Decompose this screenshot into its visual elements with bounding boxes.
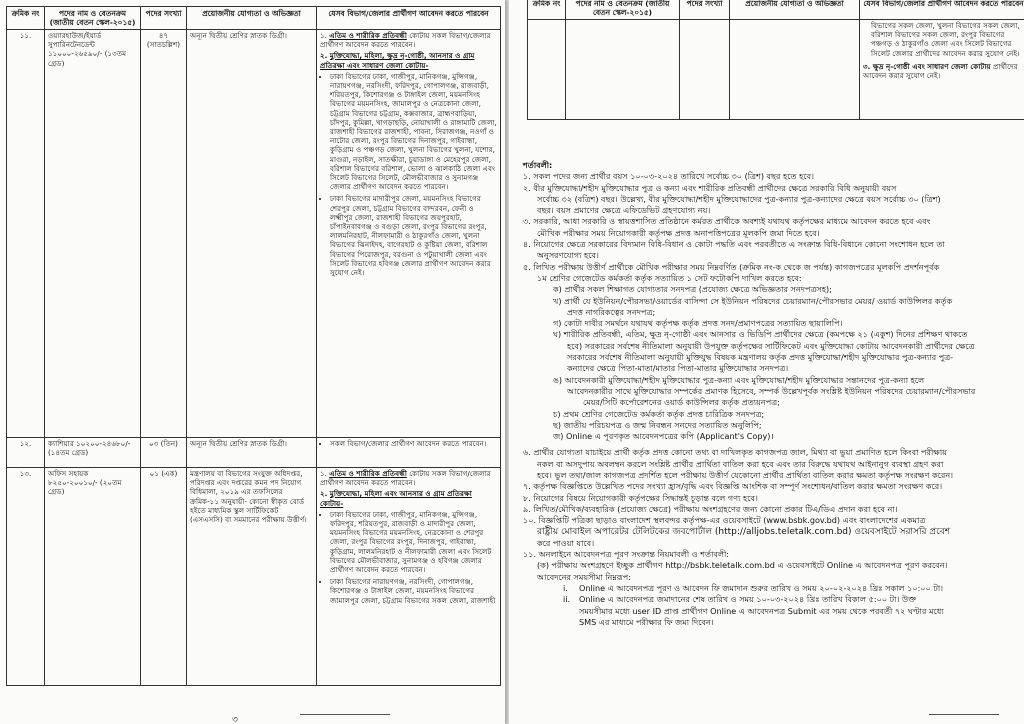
- quota-section-2: ২. মুক্তিযোদ্ধা, মহিলা, ক্ষুদ্র নৃ-গোষ্ঠী, আনসার ও গ্রাম প্রতিরক্ষা এবং সাধারণ জেলা কোটায়-: [320, 51, 475, 70]
- condition-9: ৯. লিখিত/মৌখিক/ব্যবহারিক (প্রযোজ্য ক্ষেত্রে) পরীক্ষায় অংশগ্রহণের জন্য কোনো প্রকার টিএ/ডিএ প্রদান করা হবে না।: [523, 503, 898, 514]
- quota-section-3: ৩. ক্ষুদ্র নৃ-গোষ্ঠী এবং সাধারণ জেলা কোটায় প্রার্থীদের আবেদন করার সুযোগ নেই।: [863, 61, 1018, 81]
- quota-section-1: ১. এতিম ও শারীরিক প্রতিবন্ধী কোটায় সকল বিভাগ/জেলার প্রার্থীগণ আবেদন করতে পারবেন।: [320, 469, 491, 488]
- col-header-districts: যেসব বিভাগ/জেলার প্রার্থীগণ আবেদন করতে পারবেন: [860, 0, 1024, 20]
- col-header-count: পদের সংখ্যা: [680, 0, 730, 20]
- row-serial: ১২.: [7, 438, 45, 468]
- row-serial: ১১.: [7, 30, 45, 438]
- vacancy-table-continued: [527, 0, 1024, 120]
- condition-6: ৬. প্রার্থীর যোগ্যতা যাচাইয়ে প্রার্থী কর্তৃক প্রদত্ত কোনো তথ্য বা দাখিলকৃত কাগজপত্র জাল, মিথ্যা বা ভুয়া প্রমাণিত হলে কিংবা পরীক্ষায়: [523, 447, 947, 458]
- row-post: অফিস সহায়ক ৮২৫০-২০০১০/- (২০তম গ্রেড): [45, 468, 141, 686]
- row-serial: ১৩.: [7, 468, 45, 686]
- document-item: ঘ) শারীরিক প্রতিবন্ধী, এতিম, ক্ষুদ্র নৃ-গোষ্ঠী এবং আনসার ও ভিডিপি প্রার্থীদের ক্ষেত্রে (কমপক্ষে ২১ (একুশ) দিনের প্রশিক্ষণ থাকতে: [553, 329, 968, 340]
- col-header-qualification: প্রয়োজনীয় যোগ্যতা ও অভিজ্ঞতা: [730, 0, 860, 20]
- col-header-qualification: প্রয়োজনীয় যোগ্যতা ও অভিজ্ঞতা: [187, 7, 317, 30]
- condition-7: ৭. কর্তৃপক্ষ বিজ্ঞপ্তিতে উল্লেখিত পদের সংখ্যা হ্রাস/বৃদ্ধি এবং বিজ্ঞপ্তি আংশিক বা সম্পূর্ণ সংশোধন/বাতিল করার ক্ষমতা সংরক্ষণ করে।: [523, 481, 943, 492]
- quota-text: কোটায় সকল বিভাগ/জেলার প্রার্থীগণ আবেদন করতে পারবেন।: [320, 31, 491, 50]
- signature-mark: [929, 714, 999, 715]
- document-item: জ) Online এ পূরণকৃত আবেদনপত্রের কপি (Applicant's Copy)।: [553, 431, 774, 442]
- quota-heading: মুক্তিযোদ্ধা, মহিলা, ক্ষুদ্র নৃ-গোষ্ঠী, আনসার ও গ্রাম প্রতিরক্ষা এবং সাধারণ জেলা কোটায়-: [320, 51, 475, 70]
- signature-mark: [300, 714, 390, 715]
- quota-heading: মুক্তিযোদ্ধা, মহিলা এবং আনসার ও গ্রাম প্রতিরক্ষা কোটায়-: [320, 489, 472, 508]
- quota-section-2: ২. মুক্তিযোদ্ধা, মহিলা এবং আনসার ও গ্রাম প্রতিরক্ষা কোটায়-: [320, 489, 472, 508]
- document-item: গ) কোটা দাবীর সমর্থনে যথাযথ কর্তৃপক্ষ কর্তৃক প্রদত্ত সনদ/প্রমাণপত্রের সত্যায়িত ছায়ালিপি।: [553, 318, 843, 329]
- col-header-serial: ক্রমিক নং: [528, 0, 566, 20]
- row-post: ওয়্যারহাউজ/ইয়ার্ড সুপারিনটেনডেন্ট ১১০০০-২৬৫৯০/- (১৩তম গ্রেড): [45, 30, 141, 438]
- conditions-section: শর্তাবলী: ১. সকল পদের জন্য প্রার্থীর বয়স ১০-০৩-২০২৪ তারিখে সর্বোচ্চ ৩০ (ত্রিশ) বছর হতে হবে। ২. বীর মুক্তিযোদ্ধা/শহীদ মুক্তিযোদ্ধার পুত্র ও কন্যা এবং শারীরিক প্রতিবন্ধী প্রার্থীদের ক্ষেত্রে সরকারি বিধি অনুযায়ী বয়স সর্বোচ্চ ৩২ (বত্রিশ) বছর। উল্লেখ্য, বীর মুক্তিযোদ্ধা/শহীদ মুক্তিযোদ্ধাদের পুত্র-কন্যার পুত্র-কন্যাদের ক্ষেত্রে বয়স সর্বোচ্চ ৩০ (ত্রিশ) বছর। বয়স প্রমাণের ক্ষেত্রে এফিডেভিট গ্রহণযোগ্য নয়। ৩. সরকারি, আধা সরকারি ও স্বায়ত্তশাসিত প্রতিষ্ঠানে কর্মরত প্রার্থীকে অবশ্যই যথাযথ কর্তৃপক্ষের মাধ্যমে আবেদন করতে হবে এবং মৌখিক পরীক্ষার সময় নিয়োগকারী কর্তৃপক্ষ প্রদত্ত অনাপত্তিপত্রের মূলকপি জমা দিতে হবে। ৪. নিয়োগের ক্ষেত্রে সরকারের বিদ্যমান বিধি-বিধান ও কোটা পদ্ধতি এবং পরবর্তীতে এ সংক্রান্ত বিধি-বিধানে কোনো সংশোধন হলে তা অনুসরণযোগ্য হবে। ৫. লিখিত পরীক্ষায় উত্তীর্ণ প্রার্থীকে মৌখিক পরীক্ষার সময় নিম্নবর্ণিত (ক্রমিক নং-ক থেকে জ পর্যন্ত) কাগজপত্রের মূলকপি প্রদর্শনপূর্বক ১ম শ্রেণির গেজেটেড কর্মকর্তা কর্তৃক সত্যায়িত ১ সেট ফটোকপি দাখিল করতে হবে: ক) প্রার্থীর সকল শিক্ষাগত যোগ্যতার সনদপত্র (প্রযোজ্য ক্ষেত্রে অভিজ্ঞতার সনদপত্রসহ); খ) প্রার্থী যে ইউনিয়ন/পৌরসভা/ওয়ার্ডের বাসিন্দা সে ইউনিয়ন পরিষদের চেয়ারম্যান/পৌরসভার মেয়র/ ওয়ার্ড কাউন্সিলর কর্তৃক প্রদত্ত নাগরিকত্বের সনদপত্র; গ) কোটা দাবীর সমর্থনে যথাযথ কর্তৃপক্ষ কর্তৃক প্রদত্ত সনদ/প্রমাণপত্রের সত্যায়িত ছায়ালিপি। ঘ) শারীরিক প্রতিবন্ধী, এতিম, ক্ষুদ্র নৃ-গোষ্ঠী এবং আনসার ও ভিডিপি প্রার্থীদের ক্ষেত্রে (কমপক্ষে ২১ (একুশ) দিনের প্রশিক্ষণ থাকতে হবে) সরকারের সর্বশেষ নীতিমালা অনুযায়ী উপযুক্ত কর্তৃপক্ষের সার্টিফিকেট এবং মুক্তিযোদ্ধা কোটায় আবেদনকারী প্রার্থীদের ক্ষেত্রে সরকারের সর্বশেষ নীতিমালা অনুযায়ী মুক্তিযুদ্ধ বিষয়ক মন্ত্রণালয় কর্তৃক প্রদত্ত মুক্তিযোদ্ধা/শহীদ মুক্তিযোদ্ধার পুত্র-কন্যার পুত্র- কন্যাদের ক্ষেত্রে পিতা-মাতা/মাতার পিতা-মাতার মুক্তিযোদ্ধার সনদপত্র। ঙ) আবেদনকারী মুক্তিযোদ্ধা/শহীদ মুক্তিযোদ্ধার পুত্র-কন্যা এবং মুক্তিযোদ্ধা/শহীদ মুক্তিযোদ্ধার সন্তানদের পুত্র-কন্যা হলে আবেদনকারীর সাথে মুক্তিযোদ্ধার সম্পর্কের প্রমাণক হিসেবে, সম্পর্ক উল্লেখপূর্বক সংশ্লিষ্ট ইউনিয়ন পরিষদের চেয়ারম্যান/পৌরসভার মেয়র/সিটি কর্পোরেশনের ওয়ার্ড কাউন্সিলর কর্তৃক প্রত্যয়নপত্র; চ) প্রথম শ্রেণির গেজেটেড কর্মকর্তা কর্তৃক প্রদত্ত চারিত্রিক সনদপত্র; ছ) জাতীয় পরিচয়পত্র ও জন্ম নিবন্ধন সনদের সত্যায়িত অনুলিপি; জ) Online এ পূরণকৃত আবেদনপত্রের কপি (Applicant's Copy)। ৬. প্রার্থীর যোগ্যতা যাচাইয়ে প্রার্থী কর্তৃক প্রদত্ত কোনো তথ্য বা দাখিলকৃত কাগজপত্র জাল, মিথ্যা বা ভুয়া প্রমাণিত হলে কিংবা পরীক্ষায় নকল বা অসদুপায় অবলম্বন করলে সংশ্লিষ্ট প্রার্থীর প্রার্থিতা বাতিল করা হবে এবং তার বিরুদ্ধে যথাযথ আইনানুগ ব্যবস্থা গ্রহণ করা হবে। ভুল তথ্য/জাল কাগজপত্র প্রদর্শিত হলে পরীক্ষায় উত্তীর্ণ যেকোনো প্রার্থীর প্রার্থিতা বাতিল করার ক্ষমতা কর্তৃপক্ষ সংরক্ষণ করেন। ৭. কর্তৃপক্ষ বিজ্ঞপ্তিতে উল্লেখিত পদের সংখ্যা হ্রাস/বৃদ্ধি এবং বিজ্ঞপ্তি আংশিক বা সম্পূর্ণ সংশোধন/বাতিল করার ক্ষমতা সংরক্ষণ করে। ৮. নিয়োগের বিষয়ে নিয়োগকারী কর্তৃপক্ষের সিদ্ধান্তই চূড়ান্ত বলে গণ্য হবে। ৯. লিখিত/মৌখিক/ব্যবহারিক (প্রযোজ্য ক্ষেত্রে) পরীক্ষায় অংশগ্রহণের জন্য কোনো প্রকার টিএ/ডিএ প্রদান করা হবে না। ১০. বিজ্ঞপ্তিটি পত্রিকা ছাড়াও বাংলাদেশ স্থলবন্দর কর্তৃপক্ষ-এর ওয়েবসাইটে (www.bsbk.gov.bd) এবং বাংলাদেশের একমাত্র রাষ্ট্রীয় মোবাইল অপারেটর টেলিটকের জবপোর্টাল (http://alljobs.teletalk.com.bd) ওয়েবসাইটে সরাসরি প্রবেশ করে পাওয়া যাবে। ১১. অনলাইনে আবেদনপত্র পূরণ সংক্রান্ত নিয়মাবলী ও শর্তাবলী: (ক) পরীক্ষায় অংশগ্রহণে ইচ্ছুক প্রার্থীগণ http://bsbk.teletalk.com.bd এ ওয়েবসাইটে Online এ আবেদনপত্র পূরণ করবেন। আবেদনের সময়সীমা নিম্নরূপ: i. Online এ আবেদনপত্র পূরণ ও আবেদন ফি জমাদান শুরুর তারিখ ও সময় ২০-০২-২০২৪ খ্রিঃ সকাল ১০:০০ টা। ii. Online এ আবেদনপত্র জমাদানের শেষ তারিখ ও সময় ১০-০৩-২০২৪ খ্রিঃ তারিখ বিকাল ৫:০০ টা। উক্ত সময়সীমার মধ্যে user ID প্রাপ্ত প্রার্থীগণ Online এ আবেদনপত্র Submit এর সময় থেকে পরবর্তী ৭২ ঘণ্টার মধ্যে SMS এর মাধ্যমে পরীক্ষার ফি জমা দিবেন।: [523, 160, 1017, 628]
- timeline-item-ii: ii. Online এ আবেদনপত্র জমাদানের শেষ তারিখ ও সময় ১০-০৩-২০২৪ খ্রিঃ তারিখ বিকাল ৫:০০ টা। উক্ত: [563, 594, 917, 605]
- condition-11-k: (ক) পরীক্ষায় অংশগ্রহণে ইচ্ছুক প্রার্থীগণ http://bsbk.teletalk.com.bd এ ওয়েবসাইটে Online এ আবেদনপত্র পূরণ করবেন।: [537, 560, 948, 571]
- timeline-item-i: i. Online এ আবেদনপত্র পূরণ ও আবেদন ফি জমাদান শুরুর তারিখ ও সময় ২০-০২-২০২৪ খ্রিঃ সকাল ১০:০০ টা।: [563, 582, 944, 593]
- condition-5: ৫. লিখিত পরীক্ষায় উত্তীর্ণ প্রার্থীকে মৌখিক পরীক্ষার সময় নিম্নবর্ণিত (ক্রমিক নং-ক থেকে জ পর্যন্ত) কাগজপত্রের মূলকপি প্রদর্শনপূর্বক: [523, 261, 940, 272]
- row-districts: [317, 438, 501, 468]
- row-districts: [317, 468, 501, 686]
- document-item: ক) প্রার্থীর সকল শিক্ষাগত যোগ্যতার সনদপত্র (প্রযোজ্য ক্ষেত্রে অভিজ্ঞতার সনদপত্রসহ);: [553, 284, 832, 295]
- condition-8: ৮. নিয়োগের বিষয়ে নিয়োগকারী কর্তৃপক্ষের সিদ্ধান্তই চূড়ান্ত বলে গণ্য হবে।: [523, 492, 758, 503]
- document-item: খ) প্রার্থী যে ইউনিয়ন/পৌরসভা/ওয়ার্ডের বাসিন্দা সে ইউনিয়ন পরিষদের চেয়ারম্যান/পৌরসভার মেয়র/ ওয়ার্ড কাউন্সিলর কর্তৃক: [553, 295, 953, 306]
- row-qualification: অন্যূন দ্বিতীয় শ্রেণির স্নাতক ডিগ্রী।: [187, 438, 317, 468]
- row-post: ক্যাশিয়ার ১০২০০-২৪৬৮০/- (১৪তম গ্রেড): [45, 438, 141, 468]
- col-header-districts: যেসব বিভাগ/জেলার প্রার্থীগণ আবেদন করতে পারবেন: [317, 7, 501, 30]
- quota-heading: এতিম ও শারীরিক প্রতিবন্ধী: [329, 31, 407, 40]
- table-row: [7, 438, 501, 468]
- list-item: • সকল বিভাগ/জেলার প্রার্থীগণ আবেদন করতে পারবেন।: [330, 439, 497, 448]
- page-number: ৩: [232, 715, 238, 724]
- col-header-count: পদের সংখ্যা: [141, 7, 187, 30]
- condition-10: ১০. বিজ্ঞপ্তিটি পত্রিকা ছাড়াও বাংলাদেশ স্থলবন্দর কর্তৃপক্ষ-এর ওয়েবসাইটে (www.bsbk.gov.bd) এবং বাংলাদেশের একমাত্র: [523, 515, 926, 526]
- col-header-post: পদের নাম ও বেতনক্রম (জাতীয় বেতন স্কেল-২০১৫): [566, 0, 680, 20]
- district-list: [320, 72, 497, 277]
- list-item: • ঢাকা বিভাগের নারায়ণগঞ্জ, নরসিংদী, গোপালগঞ্জ, কিশোরগঞ্জ ও টাঙ্গাইল জেলা, ময়মনসিংহ বিভাগের জামালপুর জেলা, চট্টগ্রাম বিভাগের সকল জেলা, রাজশাহী: [330, 577, 497, 605]
- condition-11: ১১. অনলাইনে আবেদনপত্র পূরণ সংক্রান্ত নিয়মাবলী ও শর্তাবলী:: [523, 549, 730, 560]
- row-qualification: অন্যূন দ্বিতীয় শ্রেণির স্নাতক ডিগ্রী।: [187, 30, 317, 438]
- table-row: [7, 468, 501, 686]
- right-page: [509, 0, 1024, 724]
- list-item: • ঢাকা বিভাগের ঢাকা, গাজীপুর, মানিকগঞ্জ, মুন্সিগঞ্জ, ফরিদপুর, শরিয়তপুর, রাজবাড়ী ও মাদারীপুর জেলা, ময়মনসিংহ বিভাগের ময়মনসিংহ, নেত্রকোনা ও শেরপুর জেলা, রংপুর বিভাগের রংপুর, দিনাজপুর, গাইবান্ধা, কুড়িগ্রাম, লালমনিরহাট ও নীলফামারী জেলা এবং সিলেট বিভাগের মৌলভীবাজার, সুনামগঞ্জ ও হবিগঞ্জ জেলার প্রার্থীগণ আবেদন করতে পারবেন।: [330, 510, 497, 574]
- district-list: [320, 510, 497, 605]
- condition-4: ৪. নিয়োগের ক্ষেত্রে সরকারের বিদ্যমান বিধি-বিধান ও কোটা পদ্ধতি এবং পরবর্তীতে এ সংক্রান্ত বিধি-বিধানে কোনো সংশোধন হলে তা: [523, 239, 945, 250]
- condition-3: ৩. সরকারি, আধা সরকারি ও স্বায়ত্তশাসিত প্রতিষ্ঠানে কর্মরত প্রার্থীকে অবশ্যই যথাযথ কর্তৃপক্ষের মাধ্যমে আবেদন করতে হবে এবং: [523, 216, 931, 227]
- table-row: [7, 30, 501, 438]
- table-header-row: [528, 0, 1024, 20]
- document-item: ছ) জাতীয় পরিচয়পত্র ও জন্ম নিবন্ধন সনদের সত্যায়িত অনুলিপি;: [553, 419, 762, 430]
- condition-1: ১. সকল পদের জন্য প্রার্থীর বয়স ১০-০৩-২০২৪ তারিখে সর্বোচ্চ ৩০ (ত্রিশ) বছর হতে হবে।: [523, 171, 815, 182]
- row-count: ০১ (এক): [141, 468, 187, 686]
- col-header-post: পদের নাম ও বেতনক্রম (জাতীয় বেতন স্কেল-২০১৫): [45, 7, 141, 30]
- row-qualification: মন্ত্রণালয় বা বিভাগের সংযুক্ত অধিদপ্তর, পরিদপ্তর এবং দপ্তরের কমন পদ নিয়োগ বিধিমালা, ২০১৯ এর তফসিলের ক্রমিক-১১ অনুযায়ী- কোনো স্বীকৃত বোর্ড হইতে মাধ্যমিক স্কুল সার্টিফিকেট (এসএসসি) বা সমমানের পরীক্ষায় উত্তীর্ণ।: [187, 468, 317, 686]
- left-page: [0, 0, 505, 724]
- list-item: • ঢাকা বিভাগের ঢাকা, গাজীপুর, মানিকগঞ্জ, মুন্সিগঞ্জ, নারায়ণগঞ্জ, নরসিংদী, ফরিদপুর, গোপালগঞ্জ, রাজবাড়ী, শরিয়তপুর, কিশোরগঞ্জ ও টাঙ্গাইল জেলা, ময়মনসিংহ বিভাগের ময়মনসিংহ, জামালপুর ও নেত্রকোনা জেলা, চট্টগ্রাম বিভাগের চট্টগ্রাম, কক্সবাজার, ব্রাহ্মণবাড়িয়া, চাঁদপুর, কুমিল্লা, খাগড়াছড়ি, নোয়াখালী ও রাঙ্গামাটি জেলা, রাজশাহী বিভাগের রাজশাহী, পাবনা, সিরাজগঞ্জ, নওগাঁ ও নাটোর জেলা, রংপুর বিভাগের দিনাজপুর, গাইবান্ধা, কুড়িগ্রাম ও পঞ্চগড় জেলা, খুলনা বিভাগের খুলনা, যশোর, মাগুরা, নড়াইল, সাতক্ষীরা, চুয়াডাঙ্গা ও মেহেরপুর জেলা, বরিশাল বিভাগের বরিশাল, ভোলা ও ঝালকাঠি জেলা এবং সিলেট বিভাগের সিলেট, মৌলভীবাজার ও সুনামগঞ্জ জেলার প্রার্থীগণ আবেদন করতে পারবেন।: [330, 72, 497, 192]
- quota-heading: এতিম ও শারীরিক প্রতিবন্ধী: [329, 469, 407, 478]
- row-count: ০৩ (তিন): [141, 438, 187, 468]
- row-districts: [317, 30, 501, 438]
- conditions-title: শর্তাবলী:: [523, 160, 553, 170]
- document-item: ঙ) আবেদনকারী মুক্তিযোদ্ধা/শহীদ মুক্তিযোদ্ধার পুত্র-কন্যা এবং মুক্তিযোদ্ধা/শহীদ মুক্তিযোদ্ধার সন্তানদের পুত্র-কন্যা হলে: [553, 374, 925, 385]
- row-count: ৪৭ (সাতচল্লিশ): [141, 30, 187, 438]
- col-header-serial: ক্রমিক নং: [7, 7, 45, 30]
- condition-2: ২. বীর মুক্তিযোদ্ধা/শহীদ মুক্তিযোদ্ধার পুত্র ও কন্যা এবং শারীরিক প্রতিবন্ধী প্রার্থীদের ক্ষেত্রে সরকারি বিধি অনুযায়ী বয়স: [523, 182, 897, 193]
- quota-section-1: ১. এতিম ও শারীরিক প্রতিবন্ধী কোটায় সকল বিভাগ/জেলার প্রার্থীগণ আবেদন করতে পারবেন।: [320, 31, 491, 50]
- quota-text: কোটায় সকল বিভাগ/জেলার প্রার্থীগণ আবেদন করতে পারবেন।: [320, 469, 491, 488]
- row-districts: [860, 20, 1024, 120]
- document-item: চ) প্রথম শ্রেণির গেজেটেড কর্মকর্তা কর্তৃক প্রদত্ত চারিত্রিক সনদপত্র;: [553, 408, 765, 419]
- table-row: [528, 20, 1024, 120]
- table-header-row: [7, 7, 501, 30]
- vacancy-table: [6, 6, 501, 686]
- list-item: • ঢাকা বিভাগের মাদারীপুর জেলা, ময়মনসিংহ বিভাগের শেরপুর জেলা, চট্টগ্রাম বিভাগের বান্দরবন, ফেনী ও লক্ষ্মীপুর জেলা, রাজশাহী বিভাগের জয়পুরহাট, চাঁপাইনবাবগঞ্জ ও বগুড়া জেলা, রংপুর বিভাগের রংপুর, লালমনিরহাট, নীলফামারী ও ঠাকুরগাঁও জেলা, খুলনা বিভাগের ঝিনাইদহ, বাগেরহাট ও কুষ্টিয়া জেলা, বরিশাল বিভাগের পিরোজপুর, বরগুনা ও পটুয়াখালী জেলা এবং সিলেট বিভাগের হবিগঞ্জ জেলার প্রার্থীগণ আবেদন করার সুযোগ নেই।: [330, 194, 497, 277]
- continued-text: বিভাগের সকল জেলা, খুলনা বিভাগের সকল জেলা, বরিশাল বিভাগের সকল জেলা, রংপুর বিভাগের পঞ্চগড় ও ঠাকুরগাঁও জেলা এবং সিলেট বিভাগের সিলেট জেলার প্রার্থীদের আবেদন করার সুযোগ নেই।: [871, 21, 1020, 58]
